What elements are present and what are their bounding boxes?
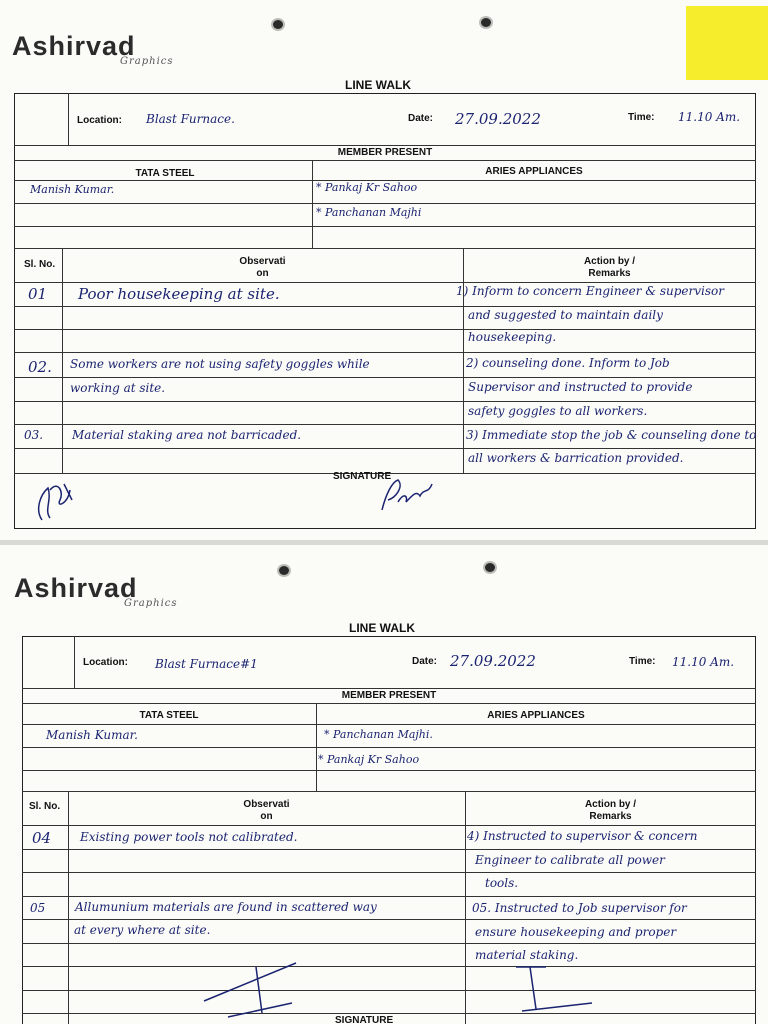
signature-label: SIGNATURE: [333, 471, 392, 482]
aries-header: ARIES APPLIANCES: [485, 166, 583, 177]
action-text: 2) counseling done. Inform to Job: [466, 356, 670, 370]
logo-sub: Graphics: [124, 598, 178, 609]
aries-member: * Pankaj Kr Sahoo: [318, 753, 420, 766]
action-text: all workers & barrication provided.: [468, 451, 684, 465]
company-logo: [14, 573, 178, 609]
logo-brand: Ashirvad: [12, 31, 136, 61]
company-logo: [12, 31, 174, 67]
punch-hole: [273, 20, 283, 29]
punch-hole: [279, 566, 289, 575]
signature-label: SIGNATURE: [335, 1015, 394, 1024]
row-number: 02.: [28, 358, 52, 376]
observation-text: Allumunium materials are found in scattered way: [75, 900, 377, 914]
logo-brand: Ashirvad: [14, 573, 138, 603]
observation-text: Some workers are not using safety goggles while: [70, 357, 370, 371]
logo-sub: Graphics: [120, 56, 174, 67]
form-title: LINE WALK: [349, 621, 415, 635]
row-number: 03.: [24, 428, 44, 442]
location-value: Blast Furnace.: [146, 112, 235, 126]
col-observation: Observati on: [243, 799, 290, 822]
form-sheet-2: [0, 545, 768, 1024]
time-label: Time:: [629, 656, 656, 667]
signature-image: [30, 470, 80, 525]
tata-header: TATA STEEL: [135, 168, 195, 179]
action-text: safety goggles to all workers.: [468, 404, 648, 418]
observation-text: Poor housekeeping at site.: [78, 285, 280, 303]
row-number: 04: [32, 829, 52, 847]
members-header: MEMBER PRESENT: [341, 690, 437, 701]
col-sl-no: Sl. No.: [24, 259, 56, 270]
action-text: housekeeping.: [468, 330, 557, 344]
action-text: 4) Instructed to supervisor & concern: [467, 829, 698, 843]
row-number: 05: [30, 901, 46, 915]
action-text: ensure housekeeping and proper: [475, 925, 677, 939]
date-label: Date:: [412, 656, 438, 667]
date-value: 27.09.2022: [450, 652, 536, 670]
observation-text: at every where at site.: [74, 923, 211, 937]
tata-member: Manish Kumar.: [46, 728, 138, 742]
col-observation: Observati on: [239, 256, 286, 279]
date-label: Date:: [408, 113, 434, 124]
sticky-note: [686, 6, 768, 80]
observation-text: working at site.: [70, 381, 166, 395]
observation-text: Material staking area not barricaded.: [72, 428, 302, 442]
tata-member: Manish Kumar.: [30, 183, 115, 196]
time-value: 11.10 Am.: [672, 655, 735, 669]
time-label: Time:: [628, 112, 655, 123]
col-action: Action by / Remarks: [584, 799, 637, 822]
action-text: 3) Immediate stop the job & counseling done to: [466, 428, 757, 442]
time-value: 11.10 Am.: [678, 110, 741, 124]
location-label: Location:: [83, 657, 128, 668]
date-value: 27.09.2022: [455, 110, 541, 128]
aries-header: ARIES APPLIANCES: [487, 710, 585, 721]
members-header: MEMBER PRESENT: [337, 147, 433, 158]
col-action: Action by / Remarks: [583, 256, 636, 279]
observation-text: Existing power tools not calibrated.: [80, 830, 298, 844]
action-text: 1) Inform to concern Engineer & supervisor: [456, 284, 724, 298]
action-text: 05. Instructed to Job supervisor for: [472, 901, 687, 915]
col-sl-no: Sl. No.: [29, 801, 61, 812]
action-text: tools.: [485, 876, 519, 890]
action-text: Engineer to calibrate all power: [475, 853, 665, 867]
aries-member: * Pankaj Kr Sahoo: [316, 181, 418, 194]
action-text: and suggested to maintain daily: [468, 308, 663, 322]
row-number: 01: [28, 285, 48, 303]
action-text: Supervisor and instructed to provide: [468, 380, 693, 394]
aries-member: * Panchanan Majhi: [316, 206, 422, 219]
aries-member: * Panchanan Majhi.: [324, 728, 433, 741]
location-label: Location:: [77, 115, 122, 126]
tata-header: TATA STEEL: [139, 710, 199, 721]
punch-hole: [481, 18, 491, 27]
form-title: LINE WALK: [345, 78, 411, 92]
signature-image: [508, 963, 608, 1015]
punch-hole: [485, 563, 495, 572]
signature-image: [200, 957, 310, 1019]
action-text: material staking.: [475, 948, 579, 962]
location-value: Blast Furnace#1: [155, 657, 258, 671]
signature-image: [378, 474, 448, 514]
